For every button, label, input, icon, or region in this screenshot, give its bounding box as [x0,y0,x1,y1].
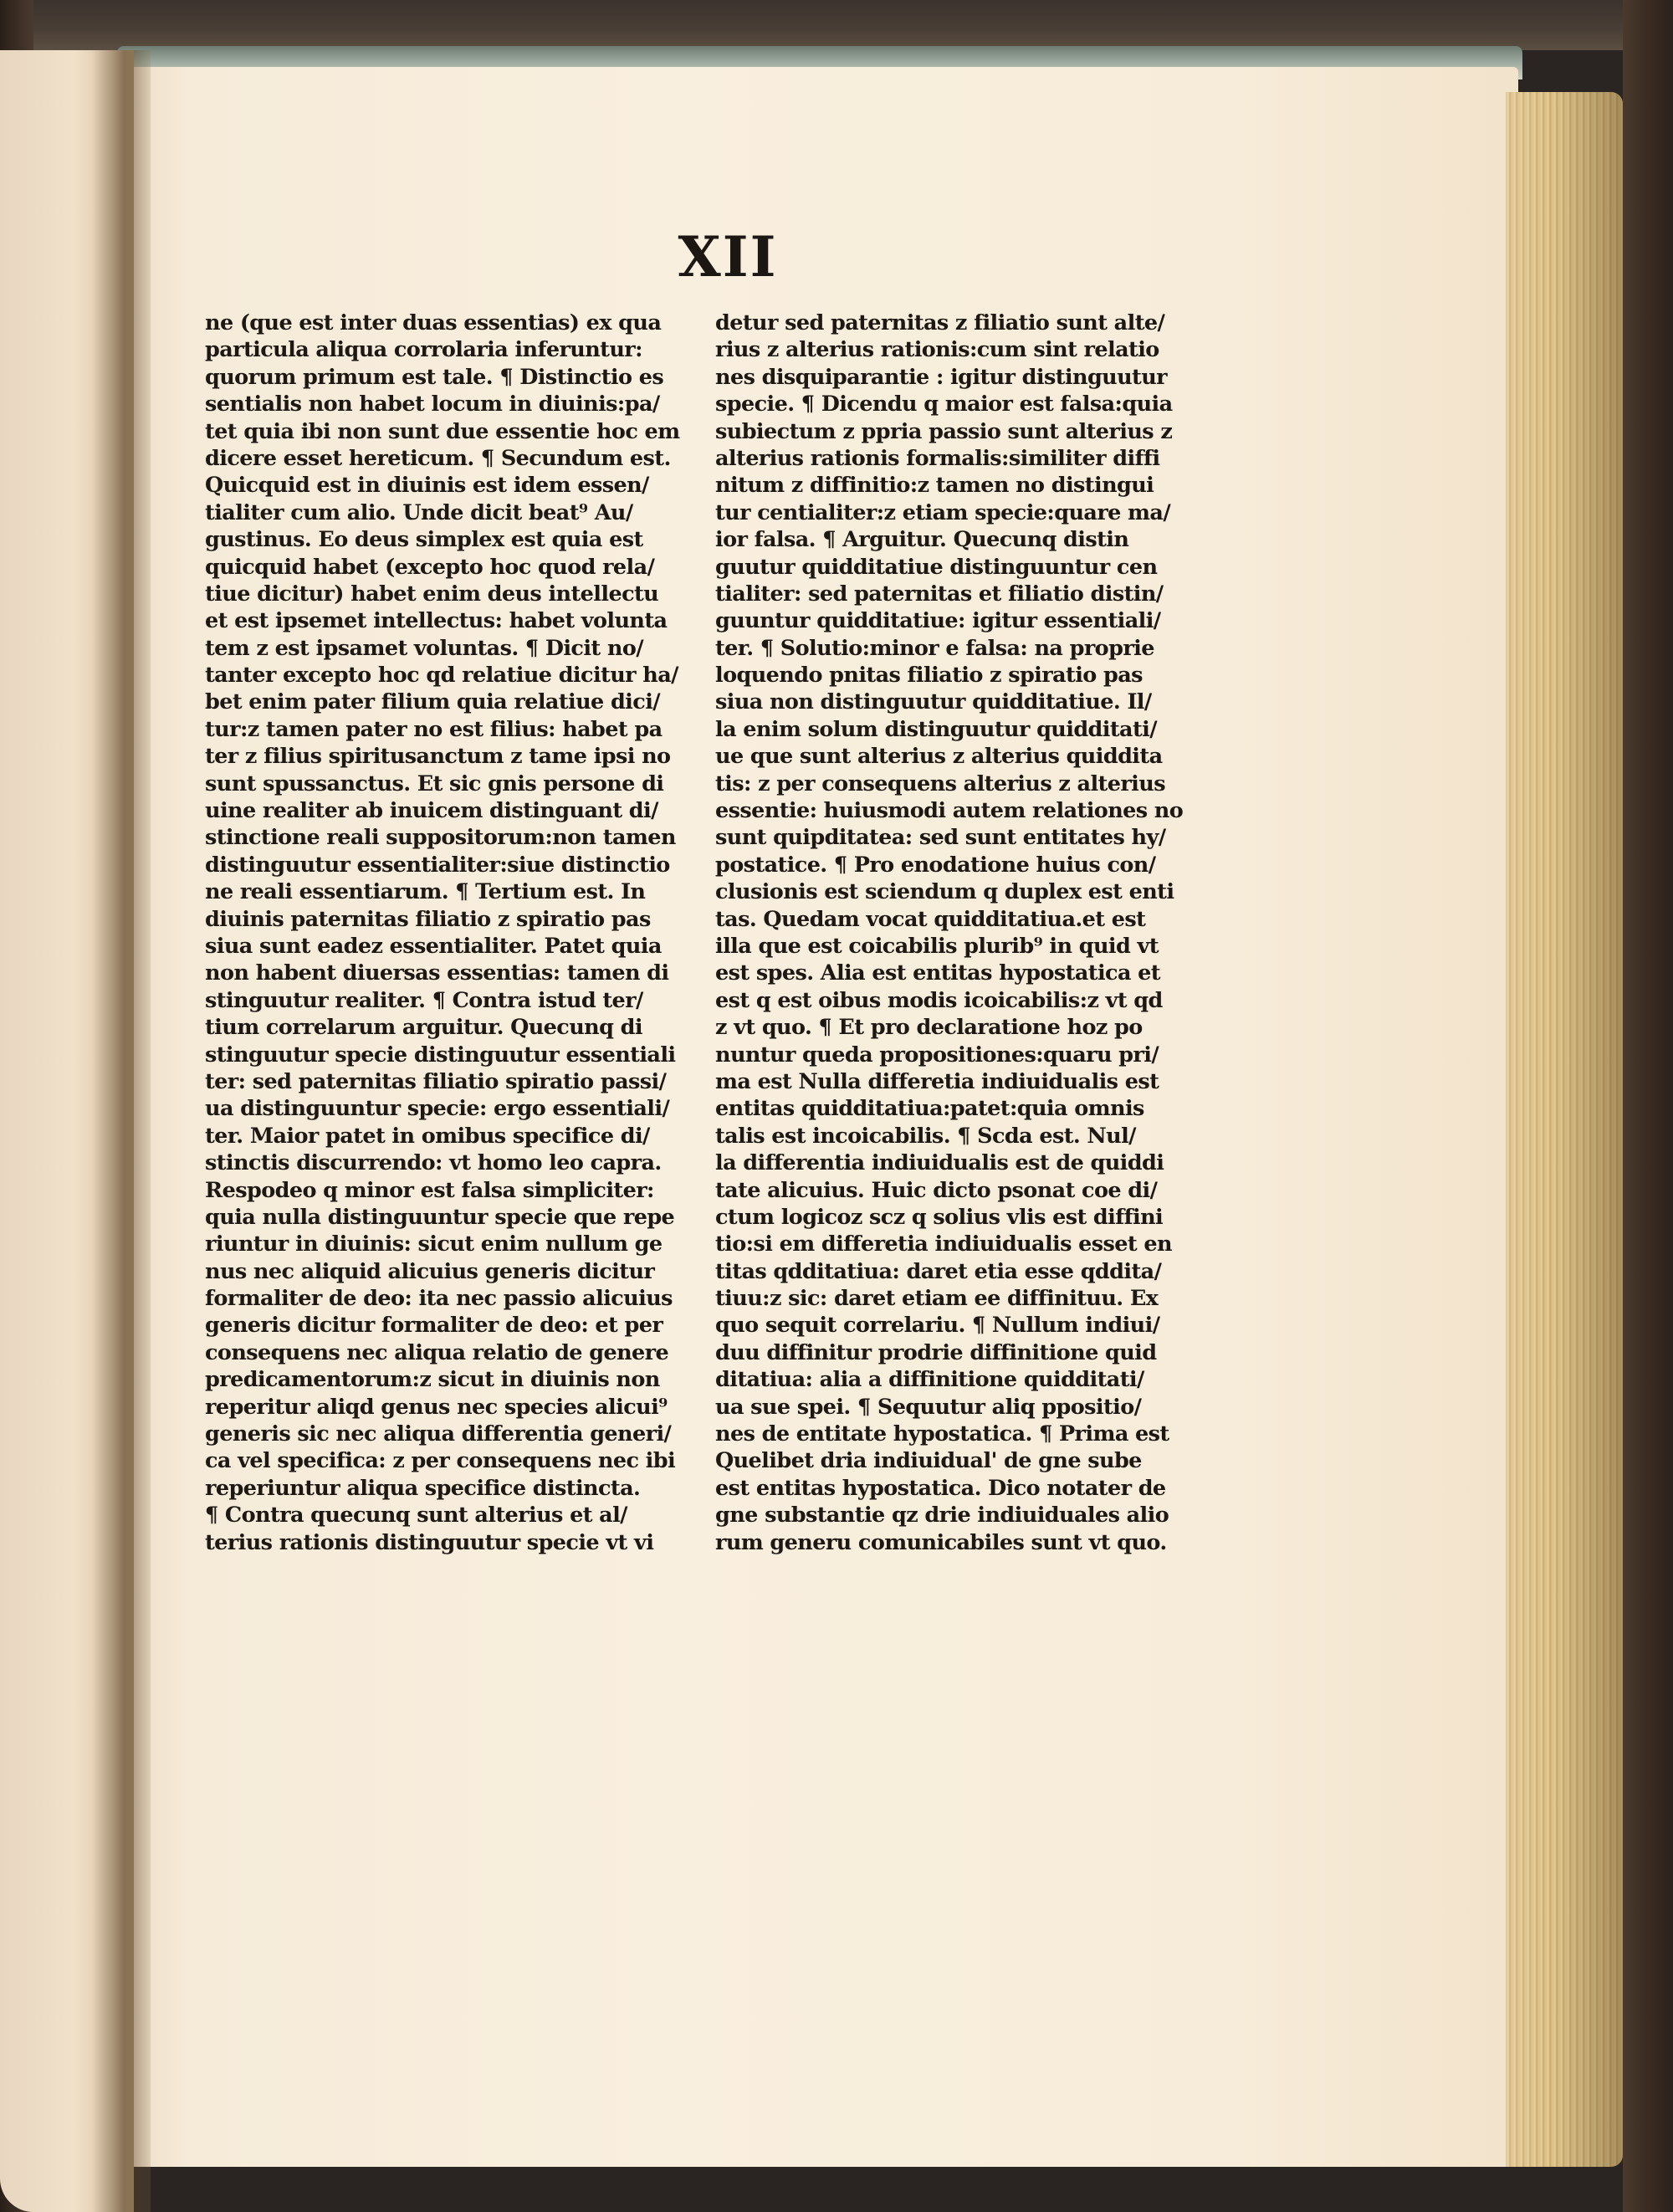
book-cover-right [1623,0,1673,2212]
text-line: tur centialiter:z etiam specie:quare ma/ [715,499,1171,525]
text-line: ior falsa. ¶ Arguitur. Quecunq distin [715,527,1129,553]
text-line: tur:z tamen pater no est filius: habet pa [205,716,663,742]
text-line: gustinus. Eo deus simplex est quia est [205,527,643,553]
text-line: est entitas hypostatica. Dico notater de [715,1475,1166,1501]
text-line: siua sunt eadez essentialiter. Patet quia [205,933,662,959]
text-line: generis dicitur formaliter de deo: et per [205,1313,663,1339]
text-line: dicere esset hereticum. ¶ Secundum est. [205,445,671,471]
text-line: particula aliqua corrolaria inferuntur: [205,337,642,363]
text-line: sunt spussanctus. Et sic gnis persone di [205,771,664,796]
text-line: diuinis paternitas filiatio z spiratio pas [205,906,651,932]
text-line: nes de entitate hypostatica. ¶ Prima est [715,1421,1169,1447]
text-line: ditatiua: alia a diffinitione quidditati/ [715,1367,1144,1393]
text-line: talis est incoicabilis. ¶ Scda est. Nul/ [715,1123,1136,1149]
text-line: guuntur quidditatiue: igitur essentiali/ [715,608,1161,634]
text-line: distinguutur essentialiter:siue distinctio [205,852,670,878]
text-line: nitum z diffinitio:z tamen no distingui [715,473,1154,499]
text-line: stinctis discurrendo: vt homo leo capra. [205,1150,662,1176]
text-line: tet quia ibi non sunt due essentie hoc em [205,418,680,444]
text-line: rum generu comunicabiles sunt vt quo. [715,1529,1167,1555]
text-line: loquendo pnitas filiatio z spiratio pas [715,663,1143,689]
text-line: tis: z per consequens alterius z alterius [715,771,1165,796]
text-line: generis sic nec aliqua differentia generi/ [205,1421,672,1447]
binding-gutter [92,50,151,2212]
text-line: Quicquid est in diuinis est idem essen/ [205,473,649,499]
text-line: nes disquiparantie : igitur distinguutur [715,364,1168,390]
text-line: ter z filius spiritusanctum z tame ipsi no [205,744,671,770]
text-line: ue que sunt alterius z alterius quiddita [715,744,1163,770]
text-line: ter. Maior patet in omibus specifice di/ [205,1123,650,1149]
text-line: ter. ¶ Solutio:minor e falsa: na proprie [715,635,1154,661]
text-line: formaliter de deo: ita nec passio alicuius [205,1286,673,1312]
text-line: non habent diuersas essentias: tamen di [205,960,669,986]
text-line: stinguutur realiter. ¶ Contra istud ter/ [205,987,643,1013]
text-line: tialiter: sed paternitas et filiatio distin/ [715,581,1164,607]
text-line: rius z alterius rationis:cum sint relatio [715,337,1159,363]
text-line: quo sequit correlariu. ¶ Nullum indiui/ [715,1313,1160,1339]
text-line: essentie: huiusmodi autem relationes no [715,798,1184,824]
text-line: ua sue spei. ¶ Sequutur aliq ppositio/ [715,1394,1142,1420]
text-line: terius rationis distinguutur specie vt vi [205,1529,654,1555]
text-line: tas. Quedam vocat quidditatiua.et est [715,906,1146,932]
text-line: tem z est ipsamet voluntas. ¶ Dicit no/ [205,635,643,661]
text-line: siua non distinguutur quidditatiue. Il/ [715,689,1152,715]
text-line: tiue dicitur) habet enim deus intellectu [205,581,659,607]
text-line: sunt quipditatea: sed sunt entitates hy/ [715,825,1166,851]
text-line: ne (que est inter duas essentias) ex qua [205,310,662,335]
text-line: gne substantie qz drie indiuiduales alio [715,1503,1169,1528]
text-line: detur sed paternitas z filiatio sunt alte/ [715,310,1165,335]
text-line: ctum logicoz scz q solius vlis est diffini [715,1204,1164,1230]
text-column-left [205,310,690,1556]
text-line: la enim solum distinguutur quidditati/ [715,716,1157,742]
text-line: ca vel specifica: z per consequens nec ibi [205,1448,676,1474]
text-line: ma est Nulla differetia indiuidualis est [715,1068,1159,1094]
text-line: entitas quidditatiua:patet:quia omnis [715,1096,1144,1122]
folio-number: XII [678,224,778,289]
text-line: subiectum z ppria passio sunt alterius z [715,418,1173,444]
text-line: ua distinguuntur specie: ergo essentiali/ [205,1096,670,1122]
text-line: specie. ¶ Dicendu q maior est falsa:quia [715,392,1173,417]
text-line: z vt quo. ¶ Et pro declaratione hoz po [715,1015,1143,1041]
text-line: et est ipsemet intellectus: habet volunta [205,608,668,634]
fore-edge-shading [1506,92,1623,2167]
text-line: stinctione reali suppositorum:non tamen [205,825,676,851]
text-line: bet enim pater filium quia relatiue dici/ [205,689,660,715]
text-line: tanter excepto hoc qd relatiue dicitur ha/ [205,663,678,689]
text-line: quorum primum est tale. ¶ Distinctio es [205,364,664,390]
text-line: ter: sed paternitas filiatio spiratio passi/ [205,1068,667,1094]
text-line: predicamentorum:z sicut in diuinis non [205,1367,660,1393]
text-line: ne reali essentiarum. ¶ Tertium est. In [205,879,646,905]
text-line: tialiter cum alio. Unde dicit beat⁹ Au/ [205,499,633,525]
text-line: est q est oibus modis icoicabilis:z vt qd [715,987,1163,1013]
text-line: est spes. Alia est entitas hypostatica et [715,960,1160,986]
text-line: quicquid habet (excepto hoc quod rela/ [205,554,655,580]
text-line: tium correlarum arguitur. Quecunq di [205,1015,642,1041]
text-line: stinguutur specie distinguutur essentiali [205,1042,676,1068]
text-line: Respodeo q minor est falsa simpliciter: [205,1177,654,1203]
text-line: Quelibet dria indiuidual' de gne sube [715,1448,1142,1474]
text-line: uine realiter ab inuicem distinguant di/ [205,798,658,824]
text-line: tate alicuius. Huic dicto psonat coe di/ [715,1177,1158,1203]
text-line: reperiuntur aliqua specifice distincta. [205,1475,641,1501]
text-line: reperitur aliqd genus nec species alicui⁹ [205,1394,668,1420]
text-line: riuntur in diuinis: sicut enim nullum ge [205,1231,663,1257]
book-cover-top [0,0,1673,50]
text-line: ¶ Contra quecunq sunt alterius et al/ [205,1503,627,1528]
text-line: guutur quidditatiue distinguuntur cen [715,554,1158,580]
text-line: illa que est coicabilis plurib⁹ in quid vt [715,933,1159,959]
text-line: nus nec aliquid alicuius generis dicitur [205,1258,655,1284]
text-line: clusionis est sciendum q duplex est enti [715,879,1174,905]
text-line: nuntur queda propositiones:quaru pri/ [715,1042,1159,1068]
text-line: consequens nec aliqua relatio de genere [205,1339,669,1365]
text-line: la differentia indiuidualis est de quiddi [715,1150,1164,1176]
text-line: duu diffinitur prodrie diffinitione quid [715,1339,1157,1365]
text-line: sentialis non habet locum in diuinis:pa/ [205,392,660,417]
text-line: titas qdditatiua: daret etia esse qddita/ [715,1258,1162,1284]
text-line: quia nulla distinguuntur specie que repe [205,1204,675,1230]
text-column-right [715,310,1209,1556]
text-line: alterius rationis formalis:similiter diffi [715,445,1160,471]
text-line: postatice. ¶ Pro enodatione huius con/ [715,852,1156,878]
text-line: tio:si em differetia indiuidualis esset en [715,1231,1172,1257]
text-line: tiuu:z sic: daret etiam ee diffinituu. Ex [715,1286,1159,1312]
